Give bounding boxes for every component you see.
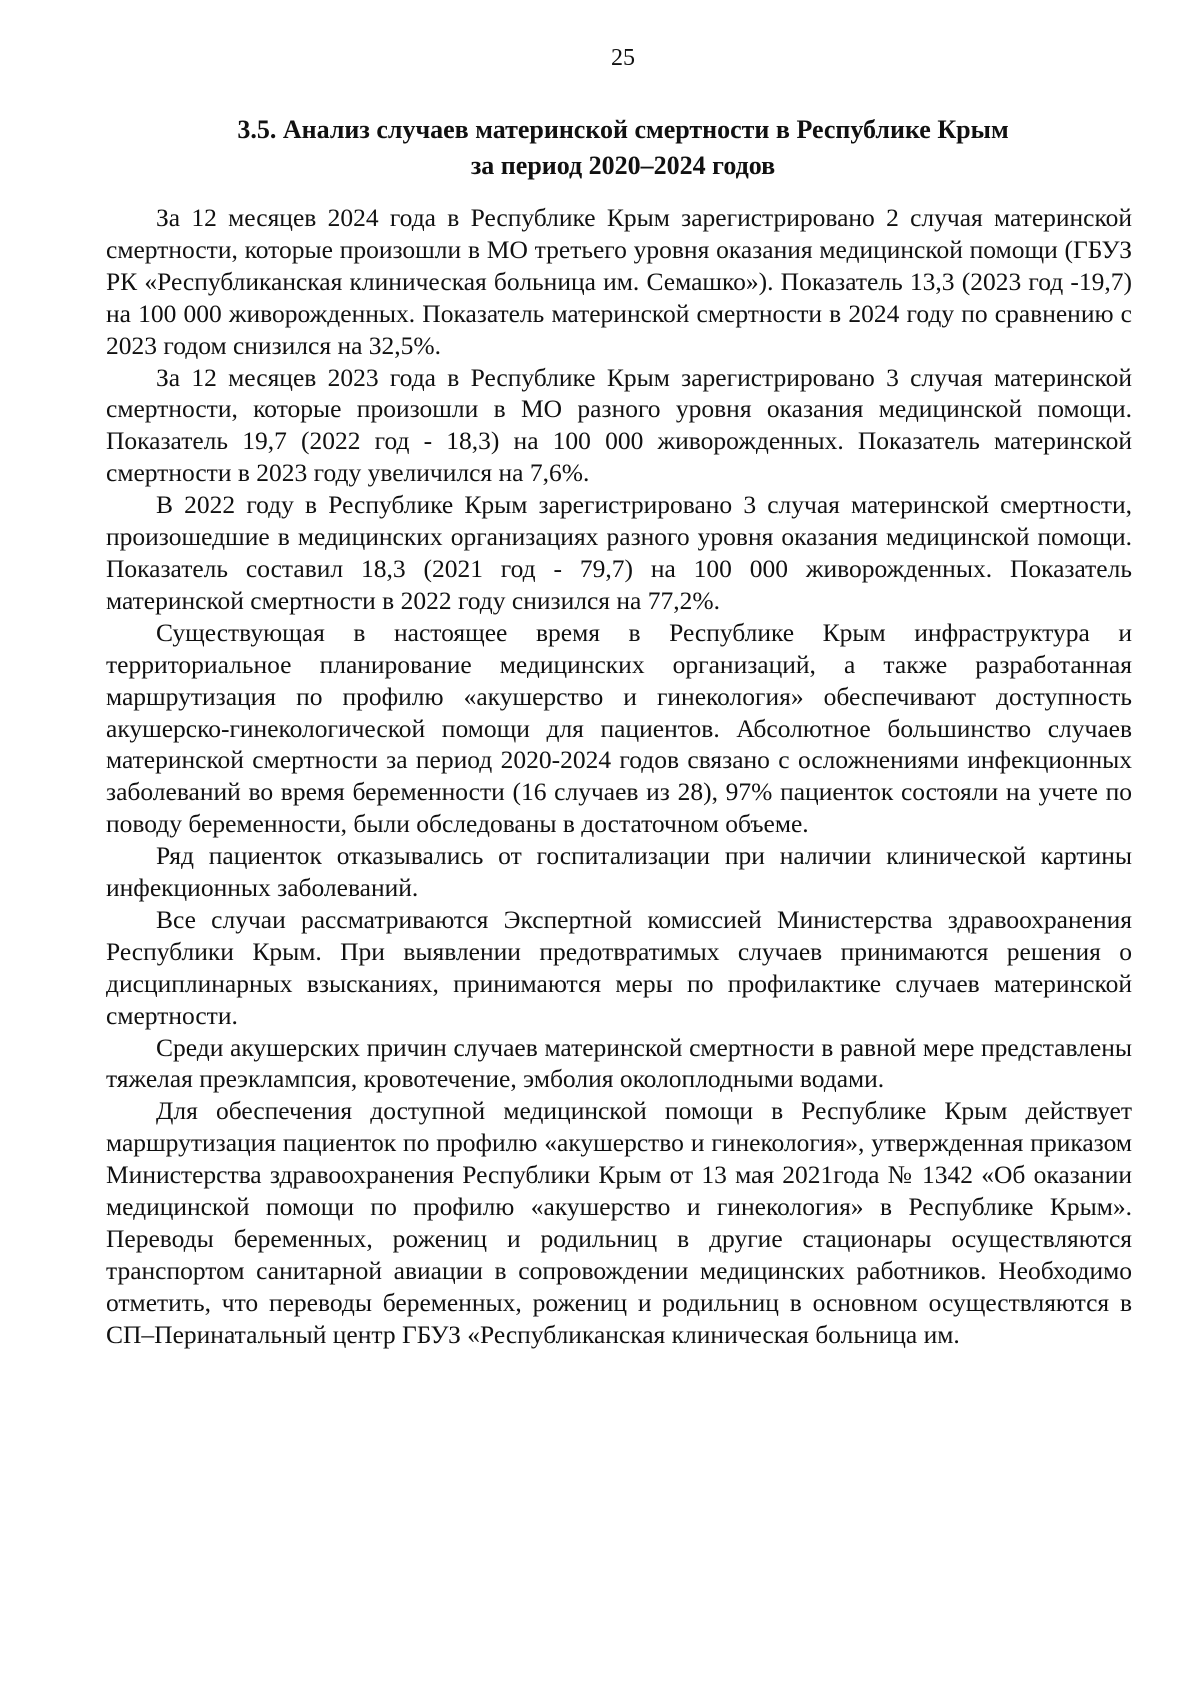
section-heading-line-2: за период 2020–2024 годов: [470, 151, 776, 180]
paragraph: За 12 месяцев 2024 года в Республике Крым зарегистрировано 2 случая материнской смертности, которые произошли в МО третьего уровня оказания медицинской помощи (ГБУЗ РК «Республиканская клиническая больница им. Семашко»). Показатель 13,3 (2023 год -19,7) на 100 000 живорожденных. Показатель материнской смертности в 2024 году по сравнению с 2023 годом снизился на 32,5%.: [106, 203, 1132, 360]
paragraph: Все случаи рассматриваются Экспертной комиссией Министерства здравоохранения Республики Крым. При выявлении предотвратимых случаев принимаются решения о дисциплинарных взысканиях, принимаются меры по профилактике случаев материнской смертности.: [106, 904, 1132, 1030]
paragraph: Существующая в настоящее время в Республике Крым инфраструктура и территориальное планирование медицинских организаций, а также разработанная маршрутизация по профилю «акушерство и гинекология» обеспечивают доступность акушерско-гинекологической помощи для пациентов. Абсолютное большинство случаев материнской смертности за период 2020-2024 годов связано с осложнениями инфекционных заболеваний во время беременности (16 случаев из 28), 97% пациенток состояли на учете по поводу беременности, были обследованы в достаточном объеме.: [106, 617, 1132, 839]
paragraph: Для обеспечения доступной медицинской помощи в Республике Крым действует маршрутизация пациенток по профилю «акушерство и гинекология», утвержденная приказом Министерства здравоохранения Республики Крым от 13 мая 2021года № 1342 «Об оказании медицинской помощи по профилю «акушерство и гинекология» в Республике Крым». Переводы беременных, рожениц и родильниц в другие стационары осуществляются транспортом санитарной авиации в сопровождении медицинских работников. Необходимо отметить, что переводы беременных, рожениц и родильниц в основном осуществляются в СП–Перинатальный центр ГБУЗ «Республиканская клиническая больница им.: [106, 1096, 1132, 1349]
paragraph: Ряд пациенток отказывались от госпитализации при наличии клинической картины инфекционных заболеваний.: [106, 841, 1132, 903]
body-text: [106, 202, 1132, 1351]
section-heading-line-1: 3.5. Анализ случаев материнской смертности в Республике Крым: [237, 115, 1009, 144]
paragraph: В 2022 году в Республике Крым зарегистрировано 3 случая материнской смертности, произошедшие в медицинских организациях разного уровня оказания медицинской помощи. Показатель составил 18,3 (2021 год - 79,7) на 100 000 живорожденных. Показатель материнской смертности в 2022 году снизился на 77,2%.: [106, 490, 1132, 615]
section-heading: [190, 112, 1056, 184]
page-number: 25: [611, 45, 635, 71]
paragraph: За 12 месяцев 2023 года в Республике Крым зарегистрировано 3 случая материнской смертности, которые произошли в МО разного уровня оказания медицинской помощи. Показатель 19,7 (2022 год - 18,3) на 100 000 живорожденных. Показатель материнской смертности в 2023 году увеличился на 7,6%.: [106, 362, 1132, 488]
paragraph: Среди акушерских причин случаев материнской смертности в равной мере представлены тяжелая преэклампсия, кровотечение, эмболия околоплодными водами.: [106, 1032, 1132, 1094]
